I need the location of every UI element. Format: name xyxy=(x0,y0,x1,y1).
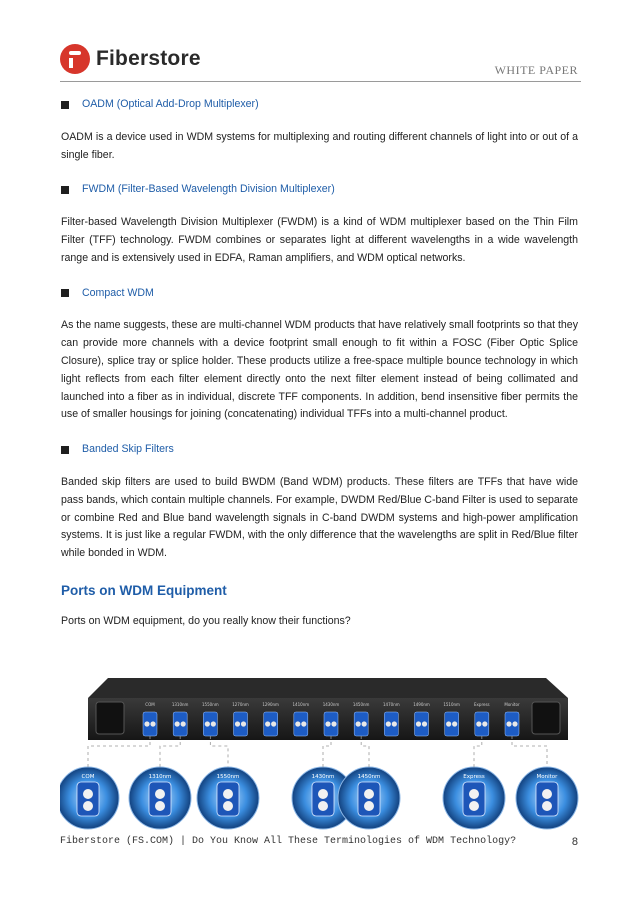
oadm-paragraph: OADM is a device used in WDM systems for multiplexing and routing different channels of light into or out of a single fiber. xyxy=(61,130,578,161)
logo-text: Fiberstore xyxy=(96,47,201,70)
page-number: 8 xyxy=(571,836,578,848)
svg-text:1310nm: 1310nm xyxy=(148,774,172,780)
page-footer xyxy=(60,836,578,848)
svg-text:1490nm: 1490nm xyxy=(413,702,430,707)
bullet-square-icon xyxy=(61,186,69,194)
callout-connector xyxy=(210,736,228,767)
callout-connector xyxy=(323,736,331,767)
port-callout xyxy=(443,767,505,829)
compact-heading-text: Compact WDM xyxy=(82,286,154,299)
section-heading-compact-wdm xyxy=(61,285,578,303)
ports-section-title: Ports on WDM Equipment xyxy=(61,582,227,598)
ports-intro: Ports on WDM equipment, do you really know their functions? xyxy=(61,614,351,627)
bullet-square-icon xyxy=(61,446,69,454)
section-heading-banded-skip xyxy=(61,441,578,459)
compact-paragraph: As the name suggests, these are multi-channel WDM products that have relatively small footprints so that they can provide more channels with a device footprint small enough to fit within a FOSC (Fiber Optic Splice Closure), splice tray or splice holder. These products utilize a free-space multiple bounce technology in which light reflects from each filter element directly onto the next filter element instead of being collimated and launched into a fiber as in individual, discrete TFF components. In addition, bend insensitive fiber permits the use of smaller housings for joining (concatenating) individual TFFs into a multi-channel product. xyxy=(61,319,578,421)
header-divider xyxy=(60,81,581,82)
bullet-square-icon xyxy=(61,101,69,109)
callout-connector xyxy=(361,736,369,767)
svg-text:1510nm: 1510nm xyxy=(443,702,460,707)
banded-paragraph: Banded skip filters are used to build BWDM (Band WDM) products. These filters are TFFs that have wide pass bands, which contain multiple channels. For example, DWDM Red/Blue C-band Filter is used to separate or combine Red and Blue band wavelength signals in C-band DWDM systems and high-power amplification systems. It is just like a regular FWDM, with the only difference that the wavelengths are split in Red/Blue filter while bonded in WDM. xyxy=(61,475,578,560)
section-heading-oadm xyxy=(61,96,578,114)
port-callout xyxy=(129,767,191,829)
svg-text:1290nm: 1290nm xyxy=(262,702,279,707)
banded-heading-text: Banded Skip Filters xyxy=(82,443,174,456)
svg-text:COM: COM xyxy=(81,774,95,780)
fiberstore-logo xyxy=(60,44,201,74)
svg-text:1310nm: 1310nm xyxy=(171,702,189,707)
svg-text:Express: Express xyxy=(463,774,485,780)
port-callout xyxy=(60,767,119,829)
footer-text: Fiberstore (FS.COM) | Do You Know All These Terminologies of WDM Technology? xyxy=(60,836,517,847)
svg-text:Monitor: Monitor xyxy=(504,702,520,707)
svg-text:1450nm: 1450nm xyxy=(357,774,381,780)
oadm-heading-text: OADM (Optical Add-Drop Multiplexer) xyxy=(82,98,259,110)
svg-text:1270nm: 1270nm xyxy=(232,702,249,707)
bullet-square-icon xyxy=(61,289,69,297)
svg-text:Express: Express xyxy=(474,702,490,707)
svg-text:Monitor: Monitor xyxy=(536,774,558,780)
fwdm-paragraph: Filter-based Wavelength Division Multiplexer (FWDM) is a kind of WDM multiplexer based on the Thin Film Filter (TFF) technology. FWDM combines or separates light at different wavelengths in a wide wavelength range and is extensively used in EDFA, Raman amplifiers, and WDM optical networks. xyxy=(61,216,578,264)
port-callout xyxy=(516,767,578,829)
callout-connector xyxy=(88,736,150,767)
svg-text:1450nm: 1450nm xyxy=(352,702,370,707)
fiberstore-logo-icon xyxy=(60,44,90,74)
svg-text:1430nm: 1430nm xyxy=(322,702,340,707)
svg-text:1550nm: 1550nm xyxy=(202,702,219,707)
port-callout xyxy=(197,767,259,829)
callout-connector xyxy=(474,736,482,767)
svg-text:1470nm: 1470nm xyxy=(383,702,400,707)
callout-connector xyxy=(160,736,180,767)
callout-connector xyxy=(512,736,547,767)
svg-text:1430nm: 1430nm xyxy=(311,774,335,780)
section-heading-fwdm xyxy=(61,181,578,199)
port-callout xyxy=(338,767,400,829)
svg-text:COM: COM xyxy=(145,702,155,707)
document-body xyxy=(61,96,578,631)
svg-text:1550nm: 1550nm xyxy=(216,774,240,780)
doc-type-label: WHITE PAPER xyxy=(494,63,578,77)
fwdm-heading-text: FWDM (Filter-Based Wavelength Division Multiplexer) xyxy=(82,183,335,196)
wdm-device-figure xyxy=(60,676,580,834)
svg-text:1410nm: 1410nm xyxy=(292,702,310,707)
